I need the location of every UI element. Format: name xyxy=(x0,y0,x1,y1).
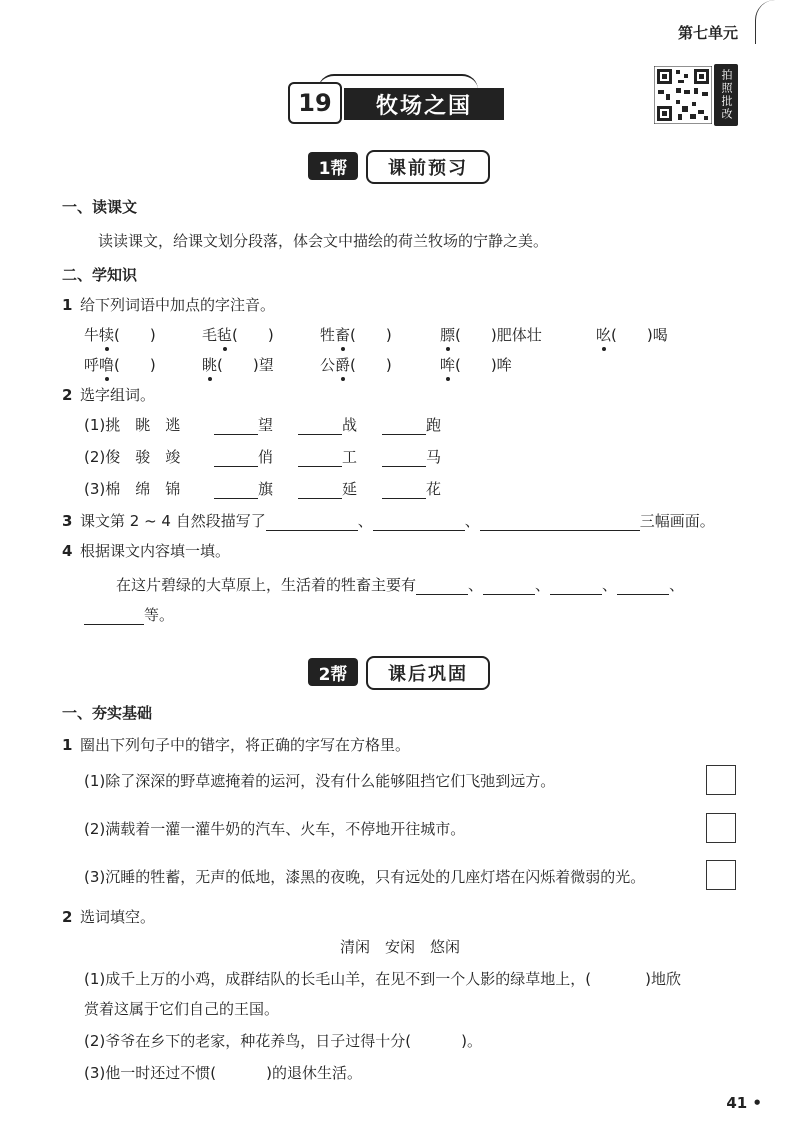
fill-blank[interactable] xyxy=(84,610,144,625)
pinyin-item: 眺( )望 xyxy=(202,356,274,374)
fill-blank[interactable] xyxy=(382,484,426,499)
answer-box[interactable] xyxy=(706,860,736,890)
question-1: 1 给下列词语中加点的字注音。 xyxy=(62,296,276,314)
part-heading: 二、学知识 xyxy=(62,266,138,284)
pinyin-item: 哞( )哞 xyxy=(440,356,512,374)
question-4-text-cont: 等。 xyxy=(84,604,174,625)
answer-box[interactable] xyxy=(706,813,736,843)
section-tag: 1帮 xyxy=(308,152,358,180)
pinyin-item: 呼噜( ) xyxy=(84,356,156,374)
part-heading: 一、读课文 xyxy=(62,198,138,216)
part-heading: 一、夯实基础 xyxy=(62,704,153,722)
fill-blank[interactable] xyxy=(298,452,342,467)
fill-blank[interactable] xyxy=(382,452,426,467)
fill-sentence: (3)他一时还过不惯( )的退休生活。 xyxy=(84,1064,362,1082)
question-4-text: 在这片碧绿的大草原上，生活着的牲畜主要有 、 、 、 、 xyxy=(116,576,685,594)
fill-blank[interactable] xyxy=(266,516,358,531)
pinyin-item: 毛毡( ) xyxy=(202,326,274,344)
answer-box[interactable] xyxy=(706,765,736,795)
unit-label: 第七单元 xyxy=(677,24,738,42)
question-4: 4 根据课文内容填一填。 xyxy=(62,542,231,560)
pinyin-item: 膘( )肥体壮 xyxy=(440,326,542,344)
lesson-title: 牧场之国 xyxy=(344,88,504,120)
pinyin-item: 牲畜( ) xyxy=(320,326,392,344)
question-1: 1 圈出下列句子中的错字，将正确的字写在方格里。 xyxy=(62,736,411,754)
question-2: 2 选字组词。 xyxy=(62,386,156,404)
fill-blank[interactable] xyxy=(617,580,669,595)
word-choices: 清闲 安闲 悠闲 xyxy=(340,938,461,956)
fill-blank[interactable] xyxy=(480,516,640,531)
lesson-title-block xyxy=(288,82,508,122)
fill-blank[interactable] xyxy=(483,580,535,595)
fill-blank[interactable] xyxy=(373,516,465,531)
section-tag: 2帮 xyxy=(308,658,358,686)
fill-blank[interactable] xyxy=(416,580,468,595)
photo-grading-label[interactable]: 拍照批改 xyxy=(714,64,738,126)
fill-blank[interactable] xyxy=(214,484,258,499)
pinyin-item: 牛犊( ) xyxy=(84,326,156,344)
page-number: 41 • xyxy=(726,1094,762,1112)
sentence-item: (3)沉睡的牲蓄，无声的低地，漆黑的夜晚，只有远处的几座灯塔在闪烁着微弱的光。 xyxy=(84,868,646,886)
lesson-number: 19 xyxy=(288,82,342,124)
qr-code-icon[interactable] xyxy=(654,66,712,124)
fill-blank[interactable] xyxy=(382,420,426,435)
section-title: 课后巩固 xyxy=(366,656,490,690)
question-3: 3 课文第 2 ~ 4 自然段描写了 、 、 三幅画面。 xyxy=(62,512,715,530)
fill-blank[interactable] xyxy=(298,420,342,435)
instruction-text: 读读课文，给课文划分段落，体会文中描绘的荷兰牧场的宁静之美。 xyxy=(98,232,549,250)
question-2: 2 选词填空。 xyxy=(62,908,156,926)
section-title: 课前预习 xyxy=(366,150,490,184)
fill-blank[interactable] xyxy=(214,420,258,435)
word-row: (3)棉 绵 锦 旗 延 花 xyxy=(84,480,442,498)
fill-sentence-cont: 赏着这属于它们自己的王国。 xyxy=(84,1000,280,1018)
fill-blank[interactable] xyxy=(214,452,258,467)
corner-decoration xyxy=(755,0,776,44)
word-row: (1)挑 眺 逃 望 战 跑 xyxy=(84,416,442,434)
sentence-item: (2)满载着一灌一灌牛奶的汽车、火车，不停地开往城市。 xyxy=(84,820,466,838)
pinyin-item: 吆( )喝 xyxy=(596,326,668,344)
fill-sentence: (1)成千上万的小鸡，成群结队的长毛山羊，在见不到一个人影的绿草地上，( )地欣 xyxy=(84,970,681,988)
sentence-item: (1)除了深深的野草遮掩着的运河，没有什么能够阻挡它们飞弛到远方。 xyxy=(84,772,556,790)
fill-blank[interactable] xyxy=(550,580,602,595)
fill-sentence: (2)爷爷在乡下的老家，种花养鸟，日子过得十分( )。 xyxy=(84,1032,482,1050)
fill-blank[interactable] xyxy=(298,484,342,499)
section-header-1 xyxy=(308,150,498,184)
word-row: (2)俊 骏 竣 俏 工 马 xyxy=(84,448,442,466)
section-header-2 xyxy=(308,656,498,690)
pinyin-item: 公爵( ) xyxy=(320,356,392,374)
